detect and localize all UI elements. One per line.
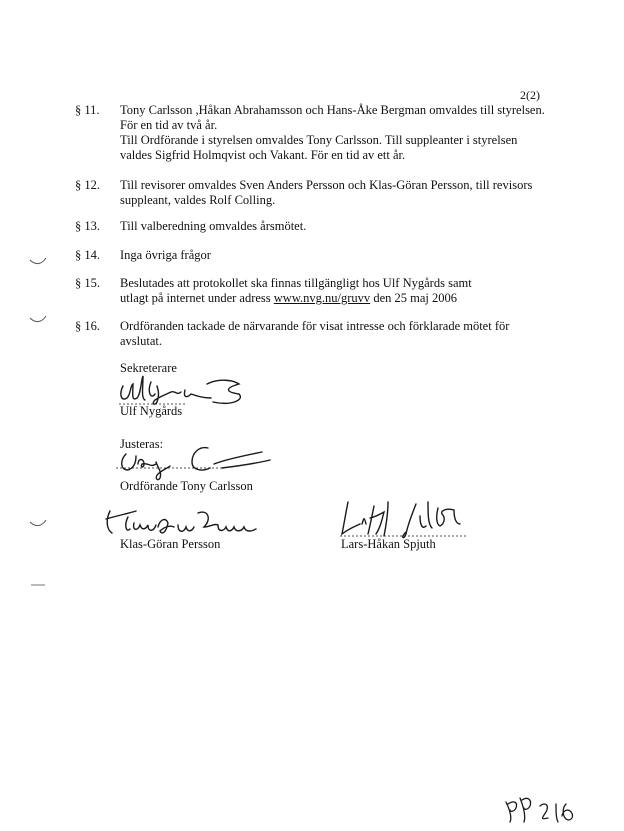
chair-signature <box>112 438 277 482</box>
auditor1-name: Klas-Göran Persson <box>120 537 221 551</box>
paragraph-13 <box>75 219 555 234</box>
secretary-role: Sekreterare <box>120 361 177 375</box>
margin-mark <box>28 314 48 326</box>
paragraph-line: Tony Carlsson ,Håkan Abrahamsson och Hans-Åke Bergman omvaldes till styrelsen. <box>120 103 545 117</box>
margin-mark <box>30 582 46 588</box>
paragraph-line: Till revisorer omvaldes Sven Anders Persson och Klas-Göran Persson, till revisors <box>120 178 533 192</box>
handwritten-note <box>500 792 588 828</box>
paragraph-16 <box>75 319 555 349</box>
paragraph-15 <box>75 276 555 306</box>
paragraph-line: Ordföranden tackade de närvarande för visat intresse och förklarade mötet för <box>120 319 510 333</box>
paragraph-12 <box>75 178 555 208</box>
auditor1-signature <box>100 505 265 539</box>
margin-mark <box>28 518 48 530</box>
secretary-name: Ulf Nygårds <box>120 404 183 418</box>
paragraph-number: § 14. <box>75 248 100 262</box>
paragraph-line: För en tid av två år. <box>120 118 218 132</box>
margin-mark <box>28 256 48 268</box>
auditor2-signature <box>336 494 476 542</box>
paragraph-number: § 11. <box>75 103 100 117</box>
page-number: 2(2) <box>520 88 540 102</box>
justeras-label: Justeras: <box>120 437 164 451</box>
paragraph-11 <box>75 103 555 163</box>
paragraph-line: avslutat. <box>120 334 163 348</box>
paragraph-line: Till valberedning omvaldes årsmötet. <box>120 219 307 233</box>
paragraph-number: § 16. <box>75 319 100 333</box>
paragraph-line: Beslutades att protokollet ska finnas tillgängligt hos Ulf Nygårds samt <box>120 276 472 290</box>
paragraph-line: Inga övriga frågor <box>120 248 211 262</box>
chair-name: Ordförande Tony Carlsson <box>120 479 253 493</box>
paragraph-line: valdes Sigfrid Holmqvist och Vakant. För en tid av ett år. <box>120 148 406 162</box>
line-text: utlagt på internet under adress <box>120 291 274 305</box>
paragraph-line: Till Ordförande i styrelsen omvaldes Tony Carlsson. Till suppleanter i styrelsen <box>120 133 518 147</box>
auditor2-name: Lars-Håkan Spjuth <box>341 537 436 551</box>
paragraph-number: § 15. <box>75 276 100 290</box>
paragraph-number: § 13. <box>75 219 100 233</box>
paragraph-line <box>120 291 555 306</box>
paragraph-14 <box>75 248 555 263</box>
web-address-link[interactable]: www.nvg.nu/gruvv <box>273 291 371 305</box>
paragraph-number: § 12. <box>75 178 100 192</box>
line-text: den 25 maj 2006 <box>370 291 457 305</box>
paragraph-line: suppleant, valdes Rolf Colling. <box>120 193 276 207</box>
